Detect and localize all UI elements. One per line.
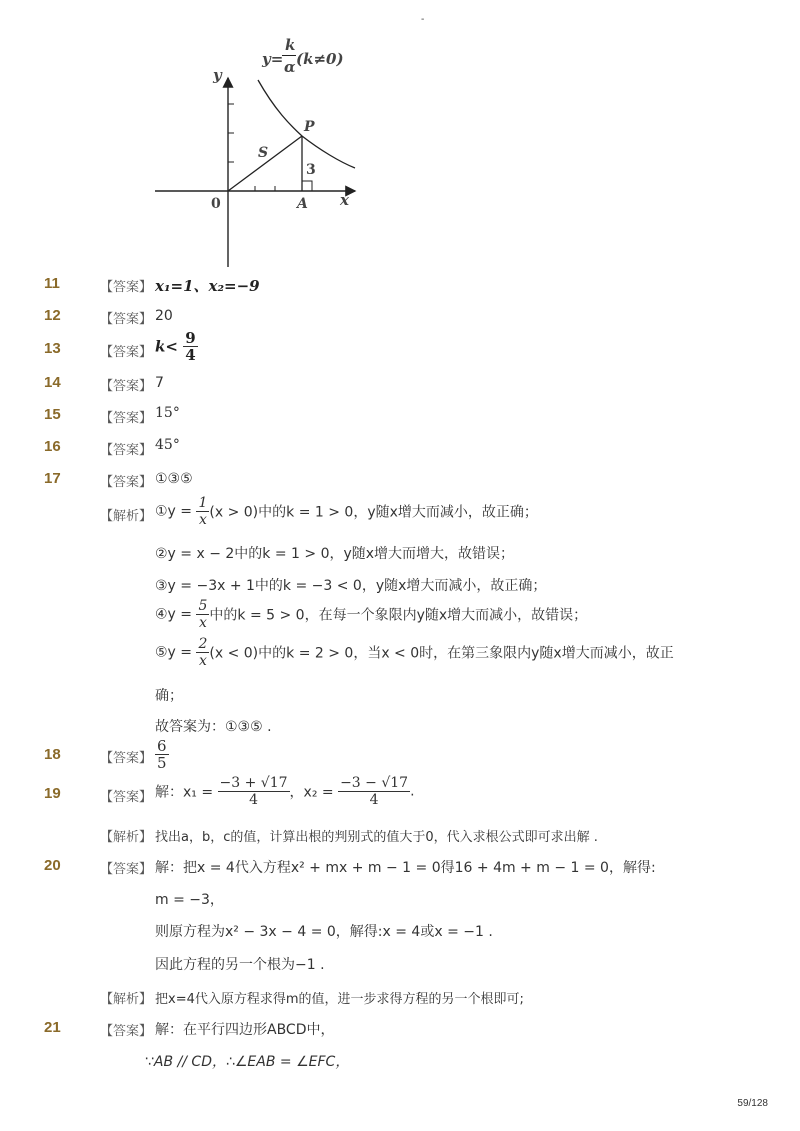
answer-tag: 【答案】 — [100, 1024, 153, 1039]
area-s-label: S — [258, 145, 269, 161]
height-3-label: 3 — [306, 162, 316, 178]
analysis-tag: 【解析】 — [100, 992, 153, 1007]
analysis-line-7: 故答案为：①③⑤ . — [155, 719, 272, 735]
answer-tag: 【答案】 — [100, 280, 153, 295]
analysis-line-1: ①y = $\frac{1}{x}$ (x > 0)中的k = 1 > 0，y随x增大而减小，故正确； — [155, 495, 538, 528]
answer-tag: 【答案】 — [100, 411, 153, 426]
answer-tag: 【答案】 — [100, 790, 153, 805]
point-p-label: P — [304, 119, 315, 135]
analysis-text: 找出a，b，c的值，计算出根的判别式的值大于0，代入求根公式即可求出解 . — [155, 830, 598, 845]
axis-label-y: y — [213, 66, 222, 84]
question-number: 12 — [44, 307, 61, 324]
answer-text: 20 — [155, 308, 173, 324]
answer-line-1: 解：把x = 4代入方程x² + mx + m − 1 = 0得16 + 4m + m − 1 = 0，解得: — [155, 860, 656, 876]
page-number: 59/128 — [737, 1098, 768, 1109]
answer-text: 15° — [155, 405, 180, 421]
answer-line-1: 解：在平行四边形ABCD中， — [155, 1022, 335, 1038]
analysis-tag: 【解析】 — [100, 509, 153, 524]
question-number: 19 — [44, 785, 61, 802]
answer-tag: 【答案】 — [100, 443, 153, 458]
formula-y: y= — [262, 50, 284, 68]
question-number: 17 — [44, 470, 61, 487]
analysis-line-3: ③y = −3x + 1中的k = −3 < 0，y随x增大而减小，故正确； — [155, 578, 547, 594]
question-number: 20 — [44, 857, 61, 874]
question-number: 18 — [44, 746, 61, 763]
answer-line-2: m = −3， — [155, 892, 224, 908]
analysis-line-5: ⑤y = $\frac{2}{x}$ (x < 0)中的k = 2 > 0，当x < 0时，在第三象限内y随x增大而减小，故正 — [155, 636, 674, 669]
answer-text: x₁=1、x₂=−9 — [155, 277, 260, 295]
origin-label: 0 — [211, 196, 221, 212]
answer-tag: 【答案】 — [100, 862, 153, 877]
question-number: 11 — [44, 275, 60, 292]
answer-line-2: ∵AB // CD，∴∠EAB = ∠EFC， — [145, 1054, 350, 1070]
top-mark: - — [421, 14, 425, 25]
answer-text: $\frac{6}{5}$ — [157, 737, 167, 772]
answer-text: k< $\frac{9}{4}$ — [155, 329, 196, 364]
formula-cond: (k≠0) — [296, 50, 344, 68]
analysis-line-6: 确； — [155, 688, 183, 704]
answer-tag: 【答案】 — [100, 312, 153, 327]
answer-text: ①③⑤ — [155, 471, 193, 487]
analysis-tag: 【解析】 — [100, 830, 153, 845]
answer-tag: 【答案】 — [100, 751, 153, 766]
formula-num: k — [285, 36, 296, 54]
question-number: 21 — [44, 1019, 61, 1036]
formula-den: α — [284, 58, 296, 76]
answer-tag: 【答案】 — [100, 345, 153, 360]
analysis-text: 把x=4代入原方程求得m的值，进一步求得方程的另一个根即可; — [155, 992, 524, 1007]
answer-line-3: 则原方程为x² − 3x − 4 = 0，解得:x = 4或x = −1 . — [155, 924, 493, 940]
answer-text: 45° — [155, 437, 180, 453]
point-a-label: A — [297, 196, 308, 212]
answer-tag: 【答案】 — [100, 475, 153, 490]
analysis-line-2: ②y = x − 2中的k = 1 > 0，y随x增大而增大，故错误； — [155, 546, 515, 562]
question-number: 14 — [44, 374, 61, 391]
answer-tag: 【答案】 — [100, 379, 153, 394]
answer-text: 解：x₁ = $\frac{-3 + √17}{4}$ ，x₂ = $\frac{-3 - √17}{4}$ . — [155, 775, 415, 808]
axis-label-x: x — [340, 191, 349, 209]
question-number: 15 — [44, 406, 61, 423]
question-number: 16 — [44, 438, 61, 455]
question-number: 13 — [44, 340, 61, 357]
answer-text: 7 — [155, 375, 164, 391]
answer-line-4: 因此方程的另一个根为−1 . — [155, 957, 325, 973]
analysis-line-4: ④y = $\frac{5}{x}$ 中的k = 5 > 0，在每一个象限内y随x增大而减小，故错误； — [155, 598, 588, 631]
